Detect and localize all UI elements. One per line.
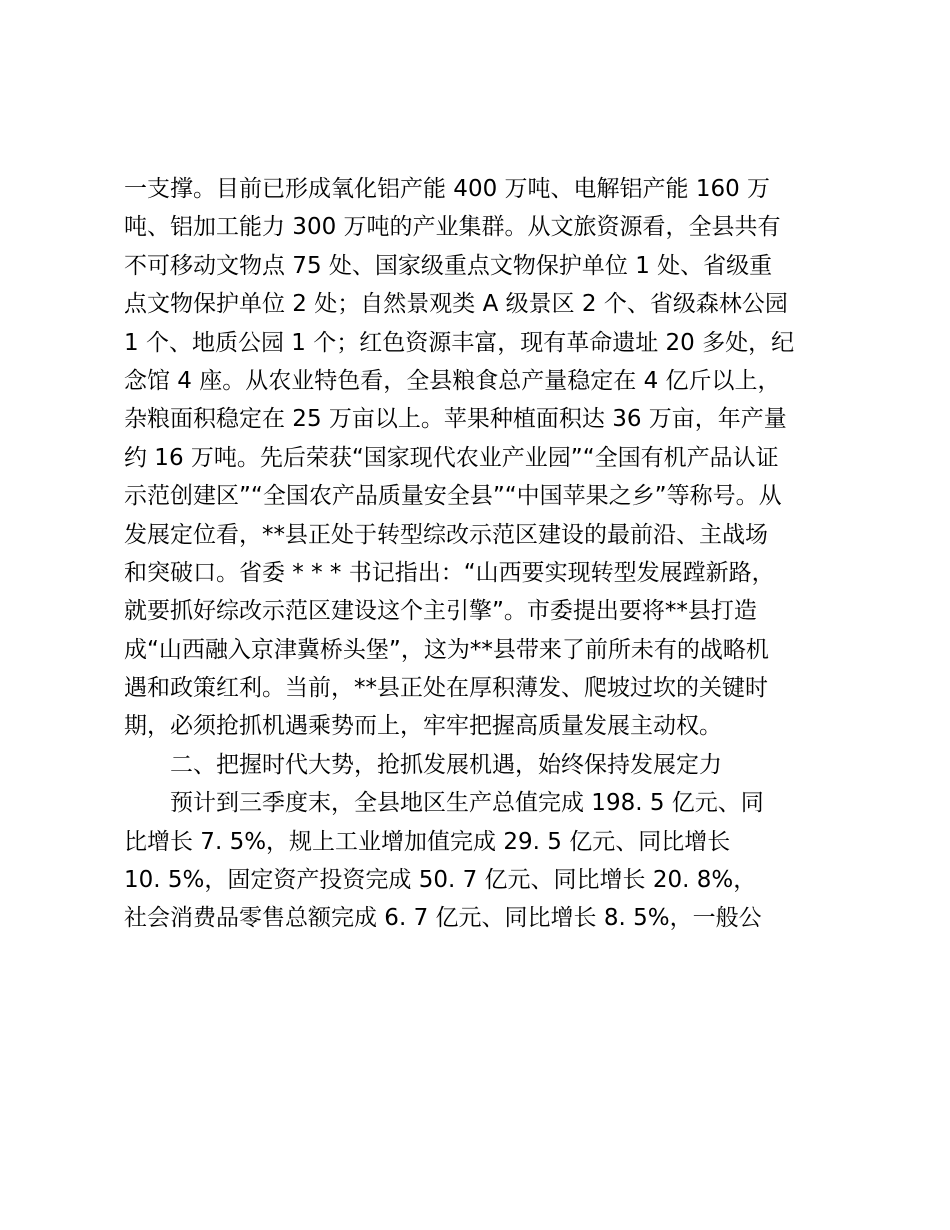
text-line: 比增长 7. 5%，规上工业增加值完成 29. 5 亿元、同比增长 [124, 828, 731, 855]
text-line: 社会消费品零售总额完成 6. 7 亿元、同比增长 8. 5%，一般公 [124, 905, 762, 932]
text-line: 和突破口。省委 * * * 书记指出：“山西要实现转型发展蹚新路， [124, 559, 775, 586]
text-line: 遇和政策红利。当前，**县正处在厚积薄发、爬坡过坎的关键时 [124, 675, 768, 702]
text-line: 期，必须抢抓机遇乘势而上，牢牢把握高质量发展主动权。 [124, 713, 722, 740]
text-line: 点文物保护单位 2 处；自然景观类 A 级景区 2 个、省级森林公园 [124, 291, 788, 318]
body-text [124, 170, 840, 938]
text-line: 10. 5%，固定资产投资完成 50. 7 亿元、同比增长 20. 8%， [124, 867, 757, 894]
text-line: 就要抓好综改示范区建设这个主引擎”。市委提出要将**县打造 [124, 598, 757, 625]
text-line: 1 个、地质公园 1 个；红色资源丰富，现有革命遗址 20 多处，纪 [124, 329, 795, 356]
text-line: 示范创建区”“全国农产品质量安全县”“中国苹果之乡”等称号。从 [124, 483, 782, 510]
text-line: 一支撑。目前已形成氧化铝产能 400 万吨、电解铝产能 160 万 [124, 176, 771, 202]
text-line: 成“山西融入京津冀桥头堡”，这为**县带来了前所未有的战略机 [124, 636, 769, 663]
text-line: 预计到三季度末，全县地区生产总值完成 198. 5 亿元、同 [170, 790, 764, 817]
text-line: 杂粮面积稳定在 25 万亩以上。苹果种植面积达 36 万亩，年产量 [124, 406, 787, 433]
section-heading: 二、把握时代大势，抢抓发展机遇，始终保持发展定力 [170, 751, 722, 778]
text-line: 约 16 万吨。先后荣获“国家现代农业产业园”“全国有机产品认证 [124, 444, 779, 471]
text-line: 念馆 4 座。从农业特色看，全县粮食总产量稳定在 4 亿斤以上， [124, 367, 781, 394]
text-line: 不可移动文物点 75 处、国家级重点文物保护单位 1 处、省级重 [124, 252, 773, 279]
text-line: 发展定位看，**县正处于转型综改示范区建设的最前沿、主战场 [124, 521, 768, 548]
text-line: 吨、铝加工能力 300 万吨的产业集群。从文旅资源看，全县共有 [124, 214, 781, 241]
